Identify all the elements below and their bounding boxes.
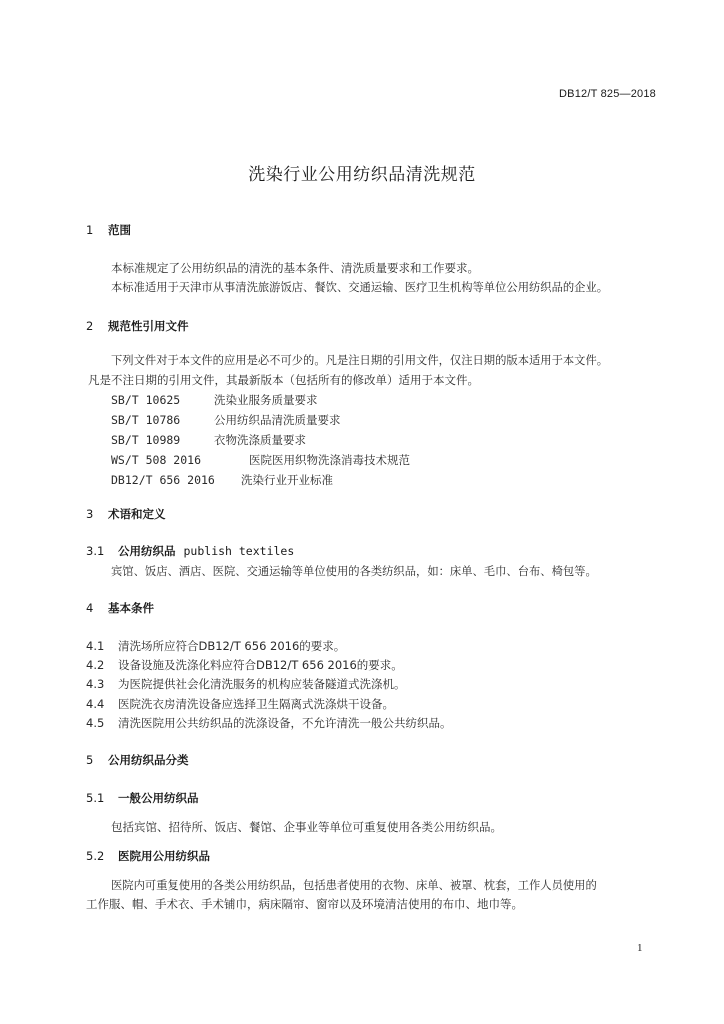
definition: 宾馆、饭店、酒店、医院、交通运输等单位使用的各类纺织品，如：床单、毛巾、台布、椅包等。 bbox=[111, 565, 597, 578]
section-number: 5 bbox=[86, 753, 94, 767]
paragraph: 本标准规定了公用纺织品的清洗的基本条件、清洗质量要求和工作要求。 bbox=[111, 261, 479, 275]
paragraph: 本标准适用于天津市从事清洗旅游饭店、餐饮、交通运输、医疗卫生机构等单位公用纺织品的企业。 bbox=[111, 281, 609, 294]
list-item bbox=[86, 676, 406, 692]
section-3-heading bbox=[86, 506, 166, 522]
reference-code: DB12/T 656 2016 bbox=[111, 473, 215, 487]
reference-code: SB/T 10786 bbox=[111, 413, 181, 427]
paragraph: 工作服、帽、手术衣、手术铺巾，病床隔帘、窗帘以及环境清洁使用的布巾、地巾等。 bbox=[86, 897, 523, 911]
item-number: 4.3 bbox=[86, 677, 105, 691]
subsection-5-1-heading bbox=[86, 790, 199, 806]
section-number: 3 bbox=[86, 507, 94, 521]
reference-name: 医院医用织物洗涤消毒技术规范 bbox=[249, 453, 410, 467]
item-text: 医院洗衣房清洗设备应选择卫生隔离式洗涤烘干设备。 bbox=[118, 697, 394, 711]
list-item bbox=[86, 657, 403, 673]
paragraph: 包括宾馆、招待所、饭店、餐馆、企事业等单位可重复使用各类公用纺织品。 bbox=[111, 820, 502, 834]
item-number: 4.2 bbox=[86, 658, 105, 672]
subsection-number: 5.2 bbox=[86, 849, 105, 863]
section-number: 1 bbox=[86, 223, 94, 237]
paragraph: 医院内可重复使用的各类公用纺织品，包括患者使用的衣物、床单、被罩、枕套，工作人员使用的 bbox=[111, 879, 597, 892]
reference-code: SB/T 10625 bbox=[111, 393, 181, 407]
list-item bbox=[86, 715, 452, 731]
reference-name: 公用纺织品清洗质量要求 bbox=[214, 413, 341, 427]
item-text: 设备设施及洗涤化料应符合DB12/T 656 2016的要求。 bbox=[118, 658, 403, 672]
reference-name: 衣物洗涤质量要求 bbox=[214, 433, 306, 447]
section-title: 范围 bbox=[108, 223, 131, 237]
section-5-heading bbox=[86, 752, 189, 768]
subsection-5-2-heading bbox=[86, 848, 210, 864]
item-text: 清洗场所应符合DB12/T 656 2016的要求。 bbox=[118, 639, 346, 653]
reference-name: 洗染业服务质量要求 bbox=[214, 393, 318, 407]
section-number: 2 bbox=[86, 319, 94, 333]
section-number: 4 bbox=[86, 601, 94, 615]
section-title: 公用纺织品分类 bbox=[108, 753, 189, 767]
section-4-heading bbox=[86, 600, 154, 616]
reference-item bbox=[111, 432, 306, 448]
section-title: 术语和定义 bbox=[108, 507, 166, 521]
reference-code: SB/T 10989 bbox=[111, 433, 181, 447]
page-number: 1 bbox=[637, 942, 643, 954]
item-number: 4.1 bbox=[86, 639, 105, 653]
reference-item bbox=[111, 392, 318, 408]
item-text: 为医院提供社会化清洗服务的机构应装备隧道式洗涤机。 bbox=[118, 677, 406, 691]
list-item bbox=[86, 696, 394, 712]
subsection-3-1-heading bbox=[86, 543, 294, 559]
subsection-number: 3.1 bbox=[86, 544, 105, 558]
section-1-heading bbox=[86, 222, 131, 238]
subsection-title: 一般公用纺织品 bbox=[118, 791, 199, 805]
reference-name: 洗染行业开业标准 bbox=[241, 473, 333, 487]
term-english: publish textiles bbox=[183, 544, 295, 558]
paragraph: 下列文件对于本文件的应用是必不可少的。凡是注日期的引用文件，仅注日期的版本适用于本文件。 bbox=[111, 354, 609, 367]
reference-item bbox=[111, 452, 410, 468]
reference-item bbox=[111, 412, 341, 428]
document-code: DB12/T 825—2018 bbox=[559, 88, 656, 100]
section-title: 规范性引用文件 bbox=[108, 319, 189, 333]
subsection-title: 医院用公用纺织品 bbox=[118, 849, 210, 863]
paragraph: 凡是不注日期的引用文件，其最新版本（包括所有的修改单）适用于本文件。 bbox=[88, 373, 479, 387]
section-title: 基本条件 bbox=[108, 601, 154, 615]
item-number: 4.5 bbox=[86, 716, 105, 730]
section-2-heading bbox=[86, 318, 189, 334]
item-text: 清洗医院用公共纺织品的洗涤设备，不允许清洗一般公共纺织品。 bbox=[118, 716, 452, 730]
list-item bbox=[86, 638, 345, 654]
term-chinese: 公用纺织品 bbox=[118, 544, 176, 558]
reference-item bbox=[111, 472, 333, 488]
subsection-number: 5.1 bbox=[86, 791, 105, 805]
document-title: 洗染行业公用纺织品清洗规范 bbox=[248, 165, 476, 185]
item-number: 4.4 bbox=[86, 697, 105, 711]
reference-code: WS/T 508 2016 bbox=[111, 453, 202, 467]
